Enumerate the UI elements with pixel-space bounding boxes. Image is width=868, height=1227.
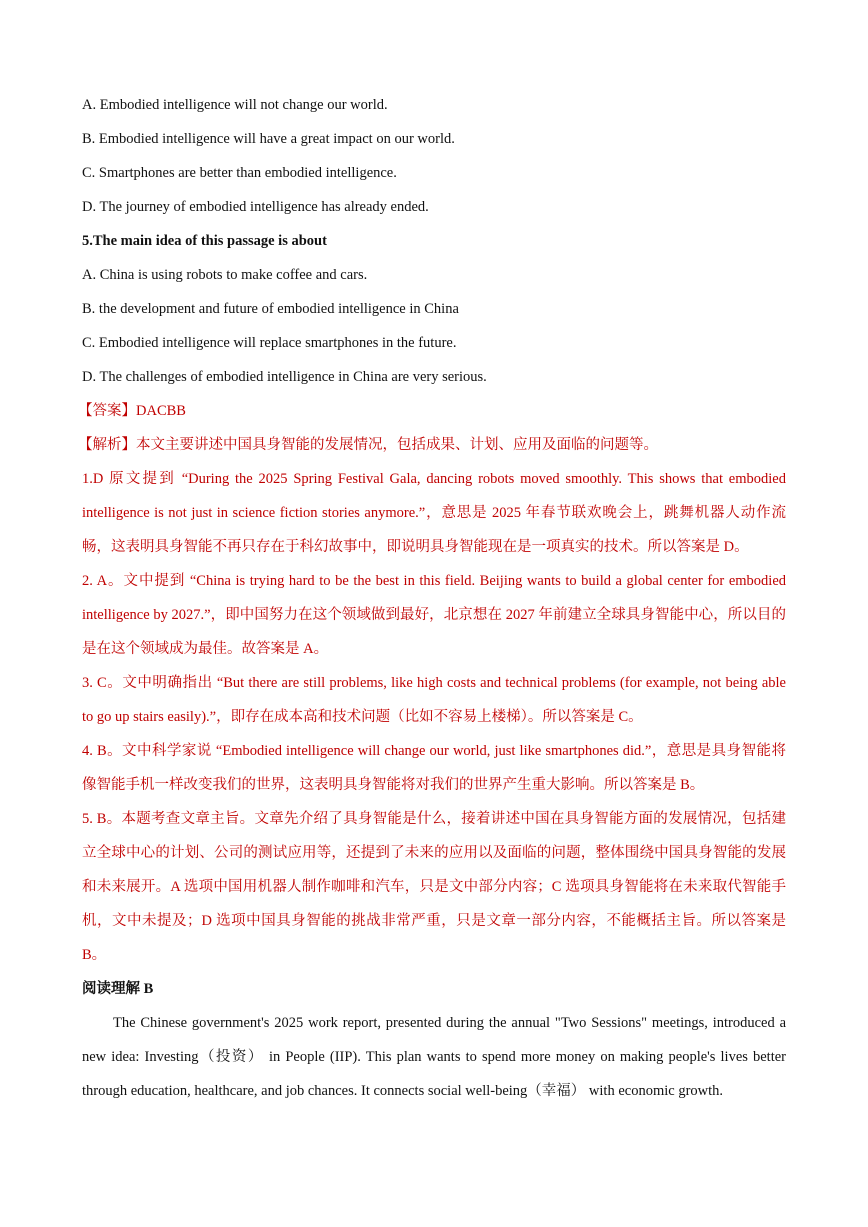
section-b-title: 阅读理解 B — [82, 981, 154, 997]
analysis-item-4: 4. B。文中科学家说 “Embodied intelligence will change our world, just like smartphones did.”，意思是具身智能将像智能手机一样改变我们的世界，这表明具身智能将对我们的世界产生重大影响。所以答案是 B。 — [82, 743, 786, 793]
analysis-item-2: 2. A。文中提到 “China is trying hard to be the best in this field. Beijing wants to build a global center for embodied intelligence by 2027.”，即中国努力在这个领域做到最好，北京想在 2027 年前建立全球具身智能中心，所以目的是在这个领域成为最佳。故答案是 A。 — [82, 573, 786, 657]
analysis-item-5: 5. B。本题考查文章主旨。文章先介绍了具身智能是什么，接着讲述中国在具身智能方面的发展情况，包括建立全球中心的计划、公司的测试应用等，还提到了未来的应用以及面临的问题，整体围绕中国具身智能的发展和未来展开。A 选项中国用机器人制作咖啡和汽车，只是文中部分内容；C 选项具身智能将在未来取代智能手机，文中未提及；D 选项中国具身智能的挑战非常严重，只是文章一部分内容，不能概括主旨。所以答案是 B。 — [82, 811, 786, 963]
q4-option-c: C. Smartphones are better than embodied intelligence. — [82, 165, 397, 181]
q4-option-a: A. Embodied intelligence will not change our world. — [82, 97, 388, 113]
q5-option-c: C. Embodied intelligence will replace smartphones in the future. — [82, 335, 457, 351]
q5-option-b: B. the development and future of embodied intelligence in China — [82, 301, 459, 317]
q5-stem: 5.The main idea of this passage is about — [82, 233, 327, 249]
analysis-item-1: 1.D 原文提到 “During the 2025 Spring Festival Gala, dancing robots moved smoothly. This shows that embodied intelligence is not just in science fiction stories anymore.”，意思是 2025 年春节联欢晚会上，跳舞机器人动作流畅，这表明具身智能不再只存在于科幻故事中，即说明具身智能现在是一项真实的技术。所以答案是 D。 — [82, 471, 786, 555]
analysis-intro: 【解析】本文主要讲述中国具身智能的发展情况，包括成果、计划、应用及面临的问题等。 — [78, 437, 658, 453]
q5-option-a: A. China is using robots to make coffee and cars. — [82, 267, 368, 283]
q5-option-d: D. The challenges of embodied intelligence in China are very serious. — [82, 369, 487, 385]
answer-key: 【答案】DACBB — [78, 403, 186, 419]
analysis-item-3: 3. C。文中明确指出 “But there are still problems, like high costs and technical problems (for example, not being able to go up stairs easily).”，即存在成本高和技术问题（比如不容易上楼梯）。所以答案是 C。 — [82, 675, 786, 725]
q4-option-b: B. Embodied intelligence will have a great impact on our world. — [82, 131, 455, 147]
document-page — [78, 88, 786, 1108]
q4-option-d: D. The journey of embodied intelligence has already ended. — [82, 199, 429, 215]
question5 — [82, 224, 786, 394]
question4-options — [82, 88, 786, 224]
section-b-paragraph: The Chinese government's 2025 work report, presented during the annual "Two Sessions" meetings, introduced a new idea: Investing（投资） in People (IIP). This plan wants to spend more money on making people's lives better through education, healthcare, and job chances. It connects social well-being（幸福） with economic growth. — [82, 1015, 786, 1099]
